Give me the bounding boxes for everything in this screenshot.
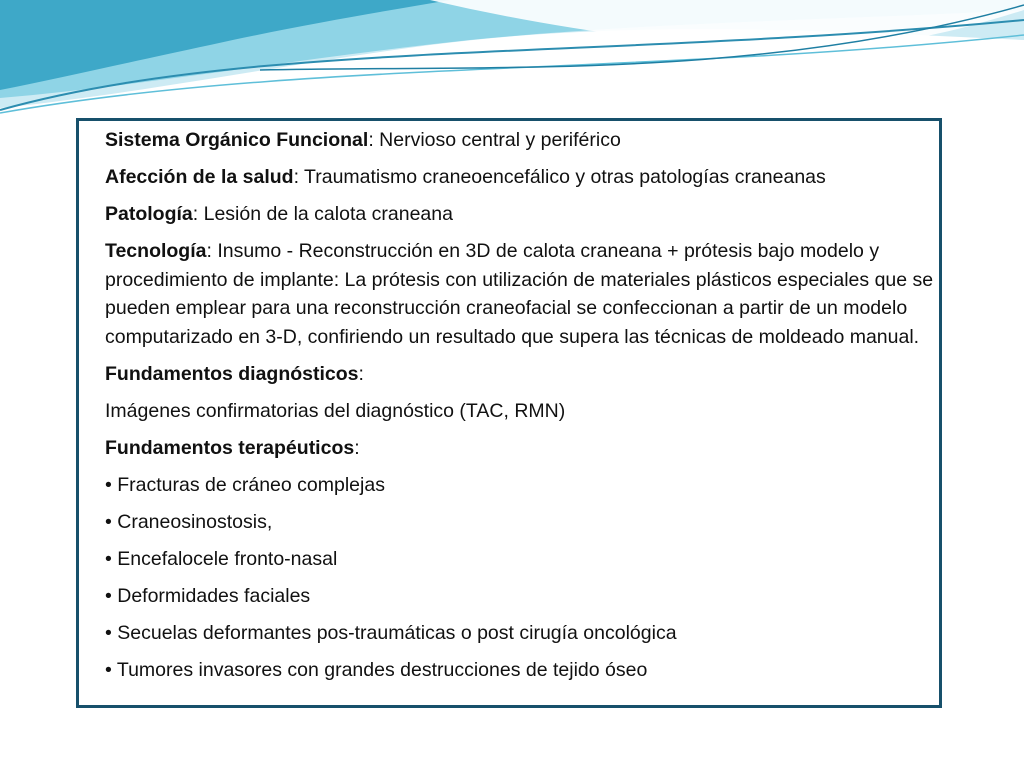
bullet-tumores (105, 656, 935, 685)
line-tecnologia (105, 237, 935, 351)
content-text (105, 126, 935, 693)
text-tecnologia: : Insumo - Reconstrucción en 3D de calota craneana + prótesis bajo modelo y procedimiento de implante: La prótesis con utilización de materiales plásticos especiales que se pueden emplear para una reconstrucción craneofacial se confeccionan a partir de un modelo computarizado en 3-D, confiriendo un resultado que supera las técnicas de moldeado manual. (105, 240, 934, 348)
bullet-deformidades (105, 582, 935, 611)
bullet-text: • Craneosinostosis, (105, 510, 273, 533)
text-afeccion: : Traumatismo craneoencefálico y otras patologías craneanas (293, 166, 826, 188)
bullet-text: • Fracturas de cráneo complejas (105, 473, 385, 496)
bullet-text: • Deformidades faciales (105, 584, 311, 607)
text-fund-diagnosticos: : (358, 362, 364, 385)
label-sistema: Sistema Orgánico Funcional (105, 129, 369, 151)
bullet-encefalocele (105, 545, 935, 574)
bullet-secuelas (105, 619, 935, 648)
label-fund-diagnosticos: Fundamentos diagnósticos (105, 362, 359, 385)
bullet-craneosinostosis (105, 508, 935, 537)
bullet-text: • Encefalocele fronto-nasal (105, 547, 338, 570)
line-afeccion (105, 163, 935, 192)
header-wave-decoration (0, 0, 1024, 130)
line-patologia (105, 200, 935, 229)
line-sistema (105, 126, 935, 155)
text-fund-terapeuticos: : (354, 436, 360, 459)
text-sistema: : Nervioso central y periférico (368, 129, 621, 151)
bullet-fracturas (105, 471, 935, 500)
label-fund-terapeuticos: Fundamentos terapéuticos (105, 436, 355, 459)
bullet-text: • Tumores invasores con grandes destrucciones de tejido óseo (105, 658, 648, 681)
line-fund-diagnosticos (105, 360, 935, 389)
text-imagenes: Imágenes confirmatorias del diagnóstico (TAC, RMN) (105, 399, 566, 422)
label-afeccion: Afección de la salud (105, 166, 294, 188)
label-patologia: Patología (105, 203, 193, 225)
text-patologia: : Lesión de la calota craneana (192, 203, 453, 225)
line-fund-terapeuticos (105, 434, 935, 463)
bullet-text: • Secuelas deformantes pos-traumáticas o post cirugía oncológica (105, 621, 677, 644)
label-tecnologia: Tecnología (105, 240, 207, 262)
line-imagenes (105, 397, 935, 426)
